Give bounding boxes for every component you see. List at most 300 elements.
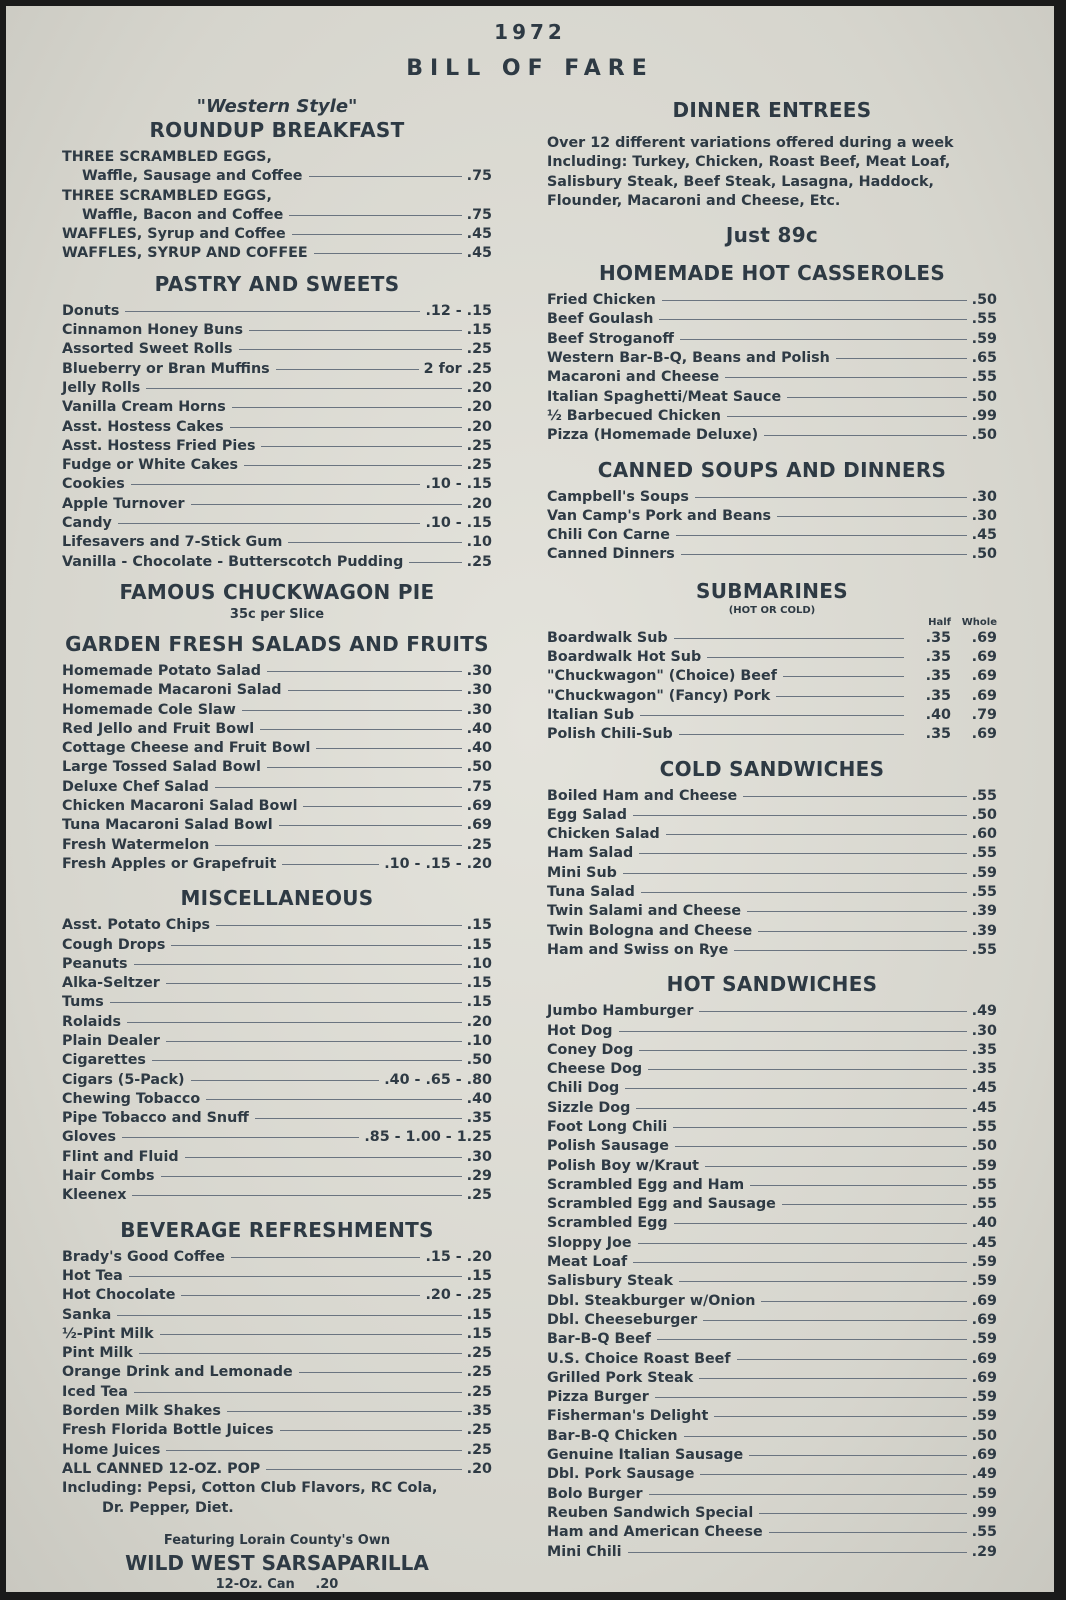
menu-item	[62, 681, 492, 700]
menu-item	[62, 1032, 492, 1051]
item-name: Western Bar-B-Q, Beans and Polish	[547, 350, 830, 367]
dinner-desc-line: Flounder, Macaroni and Cheese, Etc.	[547, 192, 841, 209]
menu-item	[547, 1022, 997, 1041]
item-price: .45	[971, 1099, 997, 1116]
dot-leader	[679, 734, 904, 735]
item-price: .20	[466, 418, 492, 435]
menu-item	[547, 922, 997, 941]
beverage-heading: BEVERAGE REFRESHMENTS	[120, 1217, 434, 1242]
menu-item	[62, 1460, 492, 1479]
item-price: .10	[466, 955, 492, 972]
dot-leader	[674, 638, 904, 639]
dot-leader	[160, 1334, 462, 1335]
item-price: .50	[971, 546, 997, 563]
item-name: Egg Salad	[547, 806, 627, 823]
menu-item	[547, 1137, 997, 1156]
menu-item	[547, 864, 997, 883]
item-name: Meat Loaf	[547, 1254, 628, 1271]
menu-item	[547, 407, 997, 426]
dot-leader	[276, 369, 419, 370]
dot-leader	[166, 1041, 462, 1042]
item-name: Brady's Good Coffee	[62, 1248, 225, 1265]
item-name: Beef Goulash	[547, 311, 654, 328]
dinner-description	[547, 134, 997, 211]
dot-leader	[282, 864, 379, 865]
beverage-including	[62, 1479, 492, 1518]
item-price: .50	[971, 1138, 997, 1155]
item-price: .55	[971, 941, 997, 958]
cold-list	[547, 787, 997, 961]
dot-leader	[261, 446, 461, 447]
item-price: .10 - .15	[425, 515, 492, 532]
pastry-list	[62, 302, 492, 572]
item-name: Mini Sub	[547, 864, 617, 881]
item-price: .29	[466, 1168, 492, 1185]
item-name: Genuine Italian Sausage	[547, 1447, 744, 1464]
item-name: Tuna Macaroni Salad Bowl	[62, 817, 273, 834]
item-price: .65	[971, 350, 997, 367]
item-price: .69	[971, 1350, 997, 1367]
menu-item	[547, 310, 997, 329]
item-whole-price: .69	[971, 726, 997, 743]
item-name: Bolo Burger	[547, 1485, 643, 1502]
menu-item	[62, 1363, 492, 1382]
menu-item	[62, 302, 492, 321]
item-price: .39	[971, 922, 997, 939]
item-price: .69	[466, 798, 492, 815]
dinner-desc-line: Salisbury Steak, Beef Steak, Lasagna, Haddock,	[547, 173, 934, 190]
item-name: Gloves	[62, 1129, 116, 1146]
item-price: .15	[466, 1306, 492, 1323]
item-price: .20	[466, 1460, 492, 1477]
menu-item	[547, 507, 997, 526]
dot-leader	[638, 1243, 967, 1244]
item-name: Salisbury Steak	[547, 1273, 673, 1290]
item-name: Dbl. Steakburger w/Onion	[547, 1292, 756, 1309]
menu-item	[547, 1407, 997, 1426]
menu-item	[62, 758, 492, 777]
menu-item	[62, 360, 492, 379]
item-name: ½ Barbecued Chicken	[547, 407, 721, 424]
item-name: Sizzle Dog	[547, 1099, 631, 1116]
menu-item	[62, 1071, 492, 1090]
dot-leader	[703, 1320, 967, 1321]
item-price: .30	[971, 1022, 997, 1039]
dot-leader	[260, 729, 461, 730]
item-name: U.S. Choice Roast Beef	[547, 1350, 731, 1367]
item-name: Sloppy Joe	[547, 1234, 632, 1251]
menu-item	[62, 495, 492, 514]
item-whole-price: .79	[971, 706, 997, 723]
subs-list	[547, 629, 997, 745]
dot-leader	[125, 311, 420, 312]
item-name: Tums	[62, 994, 104, 1011]
item-price: .25	[466, 1187, 492, 1204]
item-half-price: .35	[925, 668, 951, 685]
menu-item	[62, 456, 492, 475]
dot-leader	[216, 925, 462, 926]
item-name: Scrambled Egg and Sausage	[547, 1196, 776, 1213]
item-price: .20	[466, 399, 492, 416]
menu-item	[62, 955, 492, 974]
item-price: .15 - .20	[425, 1248, 492, 1265]
featured-name: WILD WEST SARSAPARILLA	[125, 1550, 429, 1575]
menu-item	[547, 291, 997, 310]
item-price: .45	[971, 1080, 997, 1097]
breakfast-subtitle: "Western Style"	[196, 96, 358, 117]
item-price: .30	[971, 507, 997, 524]
item-price: .39	[971, 903, 997, 920]
dot-leader	[761, 1301, 966, 1302]
item-name: Hot Chocolate	[62, 1287, 176, 1304]
item-whole-price: .69	[971, 687, 997, 704]
item-price: .25	[466, 1383, 492, 1400]
hot-heading: HOT SANDWICHES	[666, 972, 878, 997]
item-price: .40 - .65 - .80	[384, 1071, 492, 1088]
menu-item	[62, 1186, 492, 1205]
item-name: Alka-Seltzer	[62, 975, 160, 992]
dot-leader	[783, 676, 904, 677]
item-name: Fisherman's Delight	[547, 1408, 709, 1425]
item-price: .55	[971, 1524, 997, 1541]
item-name: Cigarettes	[62, 1052, 146, 1069]
item-name: Cigars (5-Pack)	[62, 1071, 185, 1088]
item-name: "Chuckwagon" (Choice) Beef	[547, 668, 777, 685]
menu-item	[62, 1248, 492, 1267]
item-price: .69	[466, 817, 492, 834]
item-name: Vanilla Cream Horns	[62, 399, 226, 416]
including-line-1: Including: Pepsi, Cotton Club Flavors, RC Cola,	[62, 1480, 438, 1497]
menu-item	[62, 533, 492, 552]
item-price: .75	[466, 778, 492, 795]
item-price: .50	[971, 427, 997, 444]
item-name: Assorted Sweet Rolls	[62, 341, 233, 358]
menu-item	[62, 1383, 492, 1402]
menu-item	[547, 902, 997, 921]
item-name: Hot Dog	[547, 1022, 613, 1039]
item-price: .15	[466, 917, 492, 934]
menu-item	[62, 514, 492, 533]
item-name: Hair Combs	[62, 1168, 155, 1185]
casseroles-list	[547, 291, 997, 445]
menu-item	[547, 1118, 997, 1137]
menu-item	[62, 1148, 492, 1167]
dot-leader	[110, 1002, 462, 1003]
item-name: Scrambled Egg and Ham	[547, 1176, 745, 1193]
item-price: .35	[971, 1061, 997, 1078]
item-price: .12 - .15	[425, 302, 492, 319]
dot-leader	[636, 1108, 966, 1109]
menu-item	[547, 687, 997, 706]
item-price: .99	[971, 407, 997, 424]
item-price: .20 - .25	[425, 1287, 492, 1304]
item-name: Pizza (Homemade Deluxe)	[547, 427, 759, 444]
dot-leader	[166, 983, 462, 984]
dot-leader	[679, 1281, 967, 1282]
menu-item	[547, 1504, 997, 1523]
dot-leader	[134, 964, 462, 965]
item-price: .30	[466, 662, 492, 679]
menu-item	[62, 855, 492, 874]
item-name: Cinnamon Honey Buns	[62, 322, 243, 339]
menu-item	[547, 526, 997, 545]
item-name: Waffle, Bacon and Coffee	[82, 206, 284, 223]
item-name: Polish Chili-Sub	[547, 726, 673, 743]
dot-leader	[699, 1378, 966, 1379]
item-half-price: .35	[925, 687, 951, 704]
dot-leader	[231, 1257, 421, 1258]
dot-leader	[659, 319, 966, 320]
dot-leader	[787, 397, 967, 398]
item-half-price: .40	[925, 706, 951, 723]
menu-item	[547, 1523, 997, 1542]
dot-leader	[633, 1262, 966, 1263]
dot-leader	[707, 657, 904, 658]
item-name: Waffle, Sausage and Coffee	[82, 168, 303, 185]
dinner-desc-line: Over 12 different variations offered during a week	[547, 135, 954, 151]
subs-half-head: Half	[928, 616, 951, 628]
item-name: Italian Spaghetti/Meat Sauce	[547, 388, 782, 405]
menu-item	[547, 1465, 997, 1484]
dot-leader	[215, 845, 461, 846]
item-price: .75	[466, 168, 492, 185]
menu-item	[62, 340, 492, 359]
item-price: .40	[466, 720, 492, 737]
item-name: Macaroni and Cheese	[547, 369, 720, 386]
item-name: Asst. Hostess Fried Pies	[62, 437, 256, 454]
item-name: Fried Chicken	[547, 292, 656, 309]
subs-heading: SUBMARINES	[696, 578, 848, 603]
menu-item	[62, 379, 492, 398]
item-name: Deluxe Chef Salad	[62, 778, 209, 795]
item-name: Dbl. Pork Sausage	[547, 1466, 695, 1483]
item-name: Jumbo Hamburger	[547, 1003, 694, 1020]
item-name: Red Jello and Fruit Bowl	[62, 720, 255, 737]
item-price: .30	[466, 682, 492, 699]
dot-leader	[288, 542, 461, 543]
dot-leader	[134, 1392, 462, 1393]
item-name: Fudge or White Cakes	[62, 457, 239, 474]
item-name: Homemade Macaroni Salad	[62, 682, 282, 699]
menu-year: 1972	[494, 20, 566, 44]
dot-leader	[655, 1397, 967, 1398]
menu-item	[62, 662, 492, 681]
item-name: THREE SCRAMBLED EGGS,	[62, 187, 272, 204]
item-name: Blueberry or Bran Muffins	[62, 360, 270, 377]
dot-leader	[314, 253, 462, 254]
menu-item	[547, 368, 997, 387]
item-price: .55	[971, 884, 997, 901]
item-name: Cookies	[62, 476, 125, 493]
item-price: .15	[466, 936, 492, 953]
menu-item	[547, 349, 997, 368]
item-price: .59	[971, 1485, 997, 1502]
item-name: Apple Turnover	[62, 495, 185, 512]
dot-leader	[758, 931, 966, 932]
item-price: .45	[971, 1234, 997, 1251]
item-price: .25	[466, 1345, 492, 1362]
item-name: Chewing Tobacco	[62, 1090, 201, 1107]
hot-list	[547, 1002, 997, 1562]
item-price: .15	[466, 322, 492, 339]
breakfast-heading: ROUNDUP BREAKFAST	[149, 118, 405, 142]
menu-item	[62, 993, 492, 1012]
menu-item	[547, 1234, 997, 1253]
menu-item	[547, 1292, 997, 1311]
dot-leader	[681, 554, 967, 555]
dot-leader	[633, 815, 967, 816]
dot-leader	[674, 1223, 967, 1224]
dinner-desc-line: Including: Turkey, Chicken, Roast Beef, Meat Loaf,	[547, 154, 951, 171]
item-name: Peanuts	[62, 955, 128, 972]
dot-leader	[267, 671, 462, 672]
menu-item	[547, 1427, 997, 1446]
menu-item	[547, 1330, 997, 1349]
menu-item	[547, 844, 997, 863]
menu-item	[547, 1079, 997, 1098]
item-price: .25	[466, 341, 492, 358]
dot-leader	[242, 710, 462, 711]
menu-item	[547, 1253, 997, 1272]
menu-item	[62, 1109, 492, 1128]
item-price: .35	[466, 1403, 492, 1420]
dot-leader	[166, 1450, 461, 1451]
dot-leader	[255, 1118, 462, 1119]
dot-leader	[249, 330, 462, 331]
featured-size: 12-Oz. Can	[215, 1576, 295, 1592]
item-name: Grilled Pork Steak	[547, 1369, 694, 1386]
item-name: Cheese Dog	[547, 1061, 643, 1078]
dot-leader	[227, 1411, 462, 1412]
item-price: .25	[466, 553, 492, 570]
breakfast-list	[62, 148, 492, 264]
dot-leader	[171, 945, 461, 946]
item-name: Cough Drops	[62, 936, 166, 953]
item-half-price: .35	[925, 726, 951, 743]
item-name: Candy	[62, 515, 112, 532]
dot-leader	[734, 950, 966, 951]
item-name: Hot Tea	[62, 1267, 123, 1284]
item-price: .59	[971, 1331, 997, 1348]
item-price: .15	[466, 1325, 492, 1342]
item-name: Homemade Potato Salad	[62, 662, 261, 679]
item-name: Boardwalk Hot Sub	[547, 649, 702, 666]
dot-leader	[639, 853, 966, 854]
item-name: Chili Dog	[547, 1080, 620, 1097]
dot-leader	[628, 1552, 967, 1553]
item-price: .55	[971, 311, 997, 328]
dot-leader	[303, 806, 461, 807]
item-name: Bar-B-Q Beef	[547, 1331, 652, 1348]
item-name: Pint Milk	[62, 1345, 133, 1362]
item-price: .25	[466, 437, 492, 454]
dot-leader	[619, 1031, 967, 1032]
salads-heading: GARDEN FRESH SALADS AND FRUITS	[65, 631, 489, 656]
item-name: Boiled Ham and Cheese	[547, 787, 738, 804]
menu-item	[547, 1041, 997, 1060]
item-price: .15	[466, 975, 492, 992]
dot-leader	[705, 1166, 967, 1167]
item-name: Bar-B-Q Chicken	[547, 1427, 678, 1444]
item-price: .45	[971, 527, 997, 544]
item-price: .59	[971, 1157, 997, 1174]
dot-leader	[749, 1455, 967, 1456]
item-name: Donuts	[62, 302, 120, 319]
menu-item	[62, 797, 492, 816]
menu-item	[62, 187, 492, 206]
right-column	[547, 96, 997, 1562]
menu-item	[547, 667, 997, 686]
menu-item	[547, 1099, 997, 1118]
item-name: Flint and Fluid	[62, 1148, 179, 1165]
item-name: Large Tossed Salad Bowl	[62, 759, 261, 776]
dot-leader	[280, 1430, 462, 1431]
item-price: .69	[971, 1447, 997, 1464]
dot-leader	[230, 427, 462, 428]
featured-line: Featuring Lorain County's Own	[163, 1532, 391, 1548]
item-whole-price: .69	[971, 629, 997, 646]
item-whole-price: .69	[971, 649, 997, 666]
item-name: Pipe Tobacco and Snuff	[62, 1110, 249, 1127]
dot-leader	[129, 1276, 462, 1277]
item-price: .25	[466, 1422, 492, 1439]
item-price: .10 - .15	[425, 476, 492, 493]
soups-list	[547, 488, 997, 565]
item-price: .59	[971, 864, 997, 881]
item-name: Fresh Apples or Grapefruit	[62, 855, 277, 872]
menu-item	[547, 806, 997, 825]
item-price: .25	[466, 836, 492, 853]
dot-leader	[127, 1022, 462, 1023]
dot-leader	[662, 300, 967, 301]
item-name: Campbell's Soups	[547, 488, 689, 505]
item-name: Reuben Sandwich Special	[547, 1504, 754, 1521]
dot-leader	[769, 1532, 967, 1533]
menu-item	[547, 426, 997, 445]
casseroles-heading: HOMEMADE HOT CASSEROLES	[598, 261, 946, 286]
dot-leader	[131, 484, 421, 485]
item-price: .59	[971, 1389, 997, 1406]
left-column	[62, 96, 492, 1594]
item-name: Twin Bologna and Cheese	[547, 922, 753, 939]
item-price: .20	[466, 1013, 492, 1030]
dot-leader	[191, 1080, 380, 1081]
menu-item	[547, 1369, 997, 1388]
dot-leader	[648, 1069, 967, 1070]
item-name: Rolaids	[62, 1013, 122, 1030]
item-name: Cottage Cheese and Fruit Bowl	[62, 740, 311, 757]
dot-leader	[657, 1339, 967, 1340]
featured-size-price	[62, 1576, 492, 1594]
dot-leader	[239, 349, 462, 350]
item-price: .10	[466, 1032, 492, 1049]
item-name: Vanilla - Chocolate - Butterscotch Pudding	[62, 553, 404, 570]
dot-leader	[146, 388, 461, 389]
dot-leader	[191, 504, 462, 505]
menu-item	[547, 725, 997, 744]
subs-whole-head: Whole	[961, 616, 997, 628]
menu-item	[62, 418, 492, 437]
misc-list	[62, 916, 492, 1205]
menu-item	[547, 706, 997, 725]
menu-title: BILL OF FARE	[406, 56, 654, 81]
menu-item	[62, 437, 492, 456]
item-price: .59	[971, 1254, 997, 1271]
dot-leader	[836, 358, 967, 359]
menu-item	[547, 388, 997, 407]
item-name: Coney Dog	[547, 1041, 634, 1058]
item-name: ALL CANNED 12-OZ. POP	[62, 1460, 261, 1477]
